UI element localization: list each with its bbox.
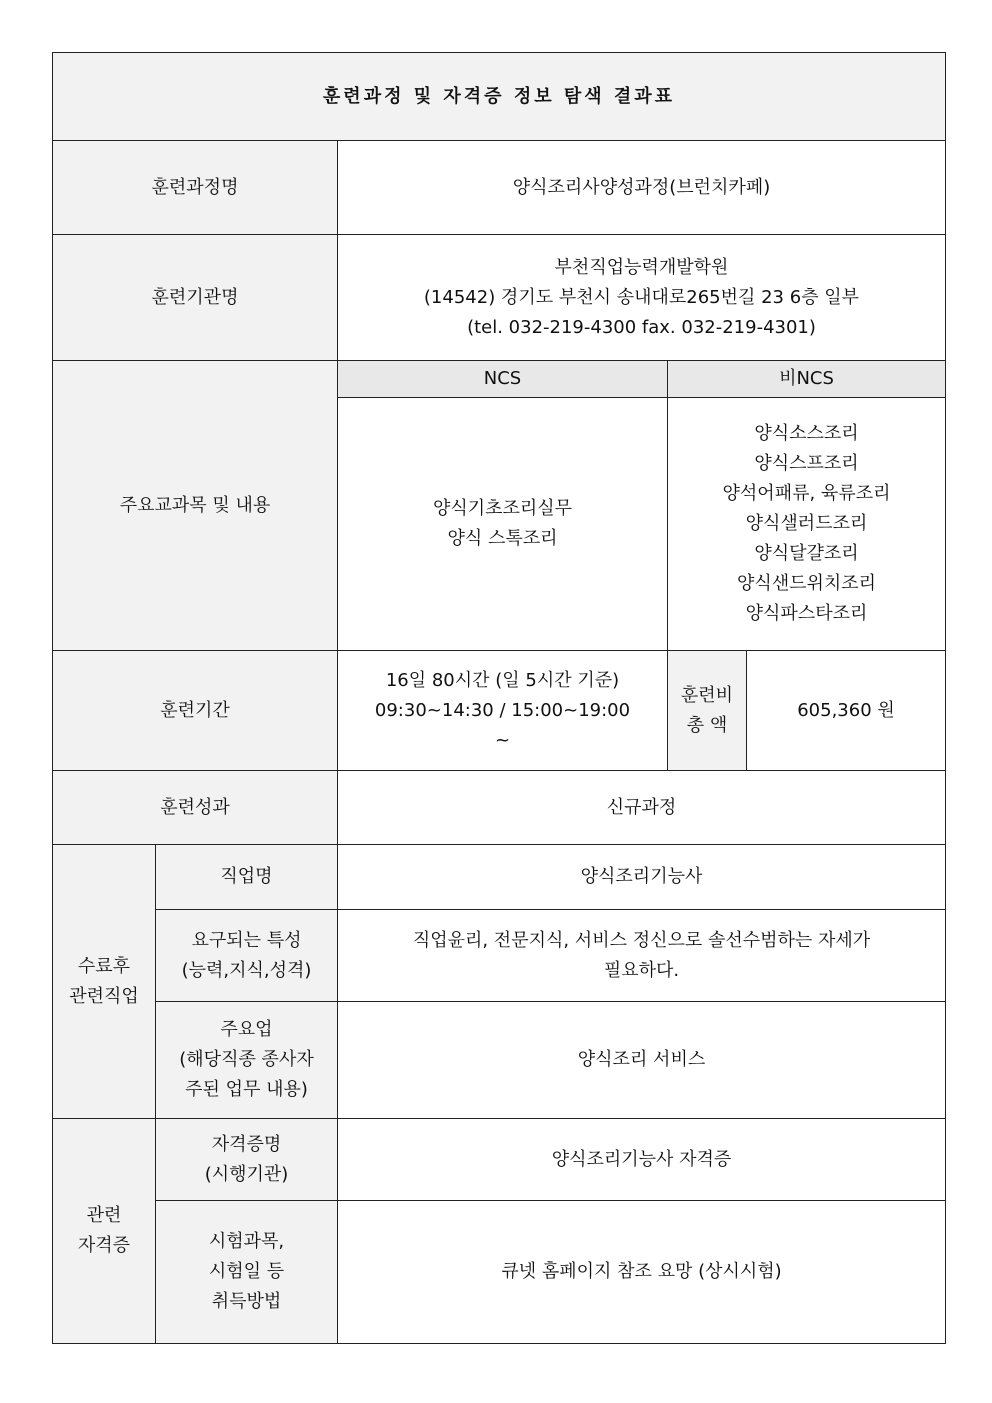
job-duties-label-line: 주요업 xyxy=(220,1019,273,1040)
cert-exam-label-line: 취득방법 xyxy=(211,1291,282,1312)
job-traits-line: 직업윤리, 전문지식, 서비스 정신으로 솔선수범하는 자세가 xyxy=(412,929,871,951)
period-date-range: ~ xyxy=(494,729,511,751)
fee-value: 605,360 원 xyxy=(747,651,946,771)
non-ncs-subject: 양식스프조리 xyxy=(754,453,859,474)
job-traits-label-line: 요구되는 특성 xyxy=(191,929,302,951)
outcome-label: 훈련성과 xyxy=(53,771,338,845)
institution-address: (14542) 경기도 부천시 송내대로265번길 23 6층 일부 xyxy=(423,286,860,308)
ncs-subject: 양식기초조리실무 xyxy=(432,498,573,519)
period-label: 훈련기간 xyxy=(53,651,338,771)
non-ncs-subject-list xyxy=(668,398,946,651)
institution-label: 훈련기관명 xyxy=(53,235,338,361)
period-time-range: 09:30~14:30 / 15:00~19:00 xyxy=(374,699,631,721)
cert-name-label xyxy=(156,1119,338,1201)
fee-label-line: 총 액 xyxy=(686,714,728,736)
cert-group-label xyxy=(53,1119,156,1344)
period-days-hours: 16일 80시간 (일 5시간 기준) xyxy=(385,669,620,691)
job-name-label: 직업명 xyxy=(156,845,338,910)
non-ncs-subject: 양식소스조리 xyxy=(754,423,859,444)
ncs-subject: 양식 스톡조리 xyxy=(447,528,558,549)
job-traits-label xyxy=(156,910,338,1002)
document-title: 훈련과정 및 자격증 정보 탐색 결과표 xyxy=(53,53,946,141)
job-traits-label-line: (능력,지식,성격) xyxy=(181,959,312,981)
non-ncs-subject: 양식샌드위치조리 xyxy=(736,573,877,594)
institution-name: 부천직업능력개발학원 xyxy=(554,256,729,278)
job-name-value: 양식조리기능사 xyxy=(338,845,946,910)
ncs-subject-list xyxy=(338,398,668,651)
job-duties-label-line: (해당직종 종사자 xyxy=(179,1049,314,1070)
cert-group-label-line: 관련 xyxy=(86,1205,122,1226)
period-value xyxy=(338,651,668,771)
result-table xyxy=(52,52,946,1344)
non-ncs-subject: 양식파스타조리 xyxy=(745,603,868,624)
outcome-value: 신규과정 xyxy=(338,771,946,845)
cert-exam-label-line: 시험과목, xyxy=(208,1231,285,1252)
fee-label xyxy=(668,651,747,771)
ncs-header: NCS xyxy=(338,361,668,398)
subjects-label: 주요교과목 및 내용 xyxy=(53,361,338,651)
cert-name-label-line: 자격증명 xyxy=(211,1133,282,1155)
non-ncs-subject: 양식샐러드조리 xyxy=(745,513,868,534)
job-group-label xyxy=(53,845,156,1119)
cert-exam-label-line: 시험일 등 xyxy=(208,1261,285,1282)
cert-name-label-line: (시행기관) xyxy=(204,1163,289,1185)
cert-name-value: 양식조리기능사 자격증 xyxy=(338,1119,946,1201)
job-traits-value xyxy=(338,910,946,1002)
job-duties-value: 양식조리 서비스 xyxy=(338,1002,946,1119)
job-traits-line: 필요하다. xyxy=(603,959,680,981)
non-ncs-header: 비NCS xyxy=(668,361,946,398)
non-ncs-subject: 양석어패류, 육류조리 xyxy=(722,483,891,504)
course-name-label: 훈련과정명 xyxy=(53,141,338,235)
cert-exam-value: 큐넷 홈페이지 참조 요망 (상시시험) xyxy=(338,1201,946,1344)
job-group-label-line: 수료후 xyxy=(77,955,131,977)
cert-exam-label xyxy=(156,1201,338,1344)
job-group-label-line: 관련직업 xyxy=(69,985,139,1007)
course-name-value: 양식조리사양성과정(브런치카페) xyxy=(338,141,946,235)
job-duties-label xyxy=(156,1002,338,1119)
non-ncs-subject: 양식달걀조리 xyxy=(754,543,859,564)
fee-label-line: 훈련비 xyxy=(680,684,734,706)
job-duties-label-line: 주된 업무 내용) xyxy=(185,1079,308,1100)
cert-group-label-line: 자격증 xyxy=(77,1235,131,1256)
institution-value xyxy=(338,235,946,361)
institution-contact: (tel. 032-219-4300 fax. 032-219-4301) xyxy=(467,316,816,338)
